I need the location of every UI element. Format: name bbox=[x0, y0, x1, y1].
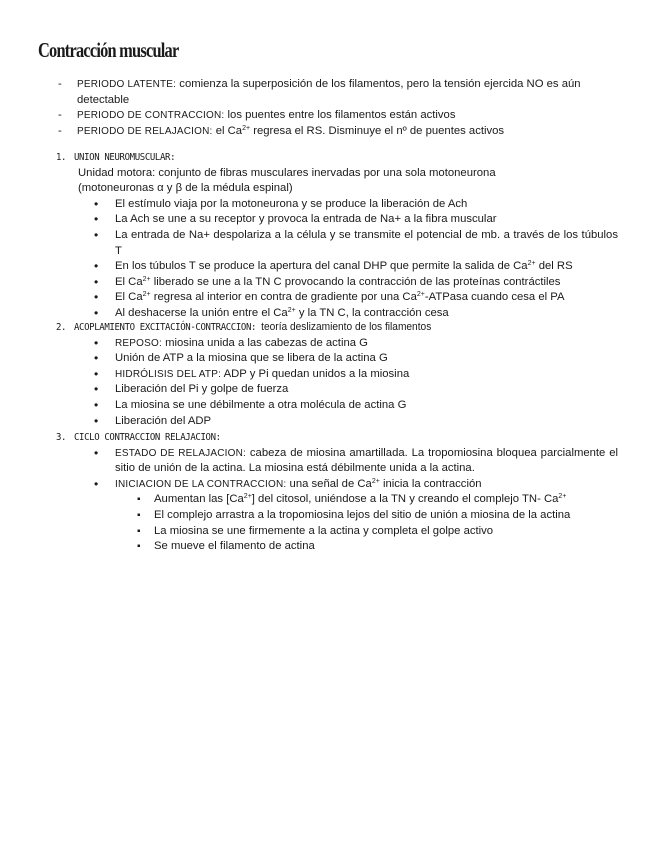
list-item bbox=[115, 290, 618, 306]
item-text: cabeza de miosina amartillada. La tropomiosina bloquea parcialmente el sitio de unión de la actina. La miosina está débilmente unida a la actina. bbox=[115, 446, 618, 475]
item-text: regresa al interior en contra de gradiente por una Ca bbox=[153, 291, 417, 304]
section-union-neuromuscular bbox=[56, 150, 618, 322]
item-text: los puentes entre los filamentos están activos bbox=[227, 109, 456, 122]
section-number: 2. bbox=[56, 322, 67, 333]
item-text: liberado se une a la TN C provocando la contracción de las proteínas contráctiles bbox=[153, 275, 561, 288]
item-text: regresa el RS. Disminuye el nº de puentes activos bbox=[253, 124, 505, 137]
item-text: El Ca bbox=[115, 275, 143, 288]
list-item bbox=[115, 336, 618, 352]
item-text: Aumentan las [Ca bbox=[154, 493, 244, 506]
list-item: • Liberación del ADP bbox=[115, 414, 618, 430]
page-title: Contracción muscular bbox=[38, 38, 179, 62]
superscript: 2+ bbox=[287, 306, 296, 314]
list-item: • Unión de ATP a la miosina que se libera de la actina G bbox=[115, 351, 618, 367]
section-number: 3. bbox=[56, 432, 67, 443]
superscript: 2+ bbox=[527, 260, 536, 268]
term-label: PERIODO DE RELAJACION: bbox=[77, 125, 213, 137]
list-item bbox=[58, 108, 618, 124]
superscript: 2+ bbox=[142, 275, 151, 283]
section-title: UNION NEUROMUSCULAR: bbox=[74, 152, 176, 163]
term-label: PERIODO LATENTE: bbox=[77, 79, 177, 90]
item-text: del RS bbox=[538, 260, 573, 273]
paragraph: Unidad motora: conjunto de fibras musculares inervadas por una sola motoneurona bbox=[78, 166, 496, 179]
superscript: 2+ bbox=[558, 493, 567, 501]
section-heading bbox=[56, 150, 562, 166]
term-label: ESTADO DE RELAJACION: bbox=[115, 447, 247, 459]
list-item: • Liberación del Pi y golpe de fuerza bbox=[115, 382, 618, 398]
list-item: ▪ La miosina se une firmemente a la actina y completa el golpe activo bbox=[154, 524, 618, 540]
term-label: REPOSO: bbox=[115, 337, 162, 349]
item-text: Al deshacerse la unión entre el Ca bbox=[115, 306, 288, 319]
item-text: ADP y Pi quedan unidos a la miosina bbox=[223, 367, 410, 380]
list-item bbox=[115, 477, 618, 493]
section-heading bbox=[56, 430, 562, 446]
bullet-list bbox=[56, 446, 618, 493]
list-item: ▪ El complejo arrastra a la tropomiosina lejos del sitio de unión a miosina de la actina bbox=[154, 508, 618, 524]
superscript: 2+ bbox=[142, 291, 151, 299]
term-label: PERIODO DE CONTRACCION: bbox=[77, 110, 225, 122]
list-item bbox=[115, 367, 618, 383]
item-text: una señal de Ca bbox=[289, 477, 372, 490]
item-text: miosina unida a las cabezas de actina G bbox=[165, 336, 368, 349]
list-item bbox=[115, 259, 618, 275]
list-item bbox=[115, 275, 618, 291]
list-item bbox=[154, 492, 618, 508]
list-item bbox=[58, 77, 618, 108]
list-item bbox=[115, 446, 618, 477]
sub-bullet-list bbox=[56, 492, 618, 554]
paragraph: (motoneuronas α y β de la médula espinal) bbox=[78, 182, 293, 195]
item-text: ] del citosol, uniéndose a la TN y creando el complejo TN- Ca bbox=[251, 493, 559, 506]
term-label: HIDRÓLISIS DEL ATP: bbox=[115, 368, 222, 380]
item-text: -ATPasa cuando cesa el PA bbox=[424, 291, 565, 304]
section-title: CICLO CONTRACCION RELAJACION: bbox=[74, 432, 221, 443]
section-ciclo bbox=[56, 430, 618, 555]
item-text: comienza la superposición de los filamentos, pero la tensión ejercida NO es aún detectable bbox=[77, 78, 581, 106]
superscript: 2+ bbox=[242, 124, 251, 132]
superscript: 2+ bbox=[416, 291, 425, 299]
list-item: • La entrada de Na+ despolariza a la célula y se transmite el potencial de mb. a través de los túbulos T bbox=[115, 228, 618, 259]
list-item: • La Ach se une a su receptor y provoca la entrada de Na+ a la fibra muscular bbox=[115, 212, 618, 228]
term-label: INICIACION DE LA CONTRACCION: bbox=[115, 478, 287, 490]
item-text: y la TN C, la contracción cesa bbox=[298, 306, 449, 319]
item-text: inicia la contracción bbox=[382, 477, 482, 490]
list-item: • La miosina se une débilmente a otra molécula de actina G bbox=[115, 398, 618, 414]
section-number: 1. bbox=[56, 152, 67, 163]
list-item: • El estímulo viaja por la motoneurona y se produce la liberación de Ach bbox=[115, 197, 618, 213]
section-heading bbox=[56, 320, 562, 336]
period-list bbox=[58, 77, 618, 139]
bullet-list bbox=[56, 336, 618, 430]
bullet-list bbox=[56, 197, 618, 322]
item-text: el Ca bbox=[215, 124, 243, 137]
superscript: 2+ bbox=[243, 493, 252, 501]
item-text: En los túbulos T se produce la apertura del canal DHP que permite la salida de Ca bbox=[115, 260, 528, 273]
superscript: 2+ bbox=[371, 477, 380, 485]
item-text: El Ca bbox=[115, 291, 143, 304]
section-acoplamiento bbox=[56, 320, 618, 429]
section-title: ACOPLAMIENTO EXCITACIÓN-CONTRACCION: bbox=[74, 322, 257, 333]
list-item: ▪ Se mueve el filamento de actina bbox=[154, 539, 618, 555]
list-item bbox=[58, 124, 618, 140]
section-subtitle: teoría deslizamiento de los filamentos bbox=[261, 321, 432, 333]
